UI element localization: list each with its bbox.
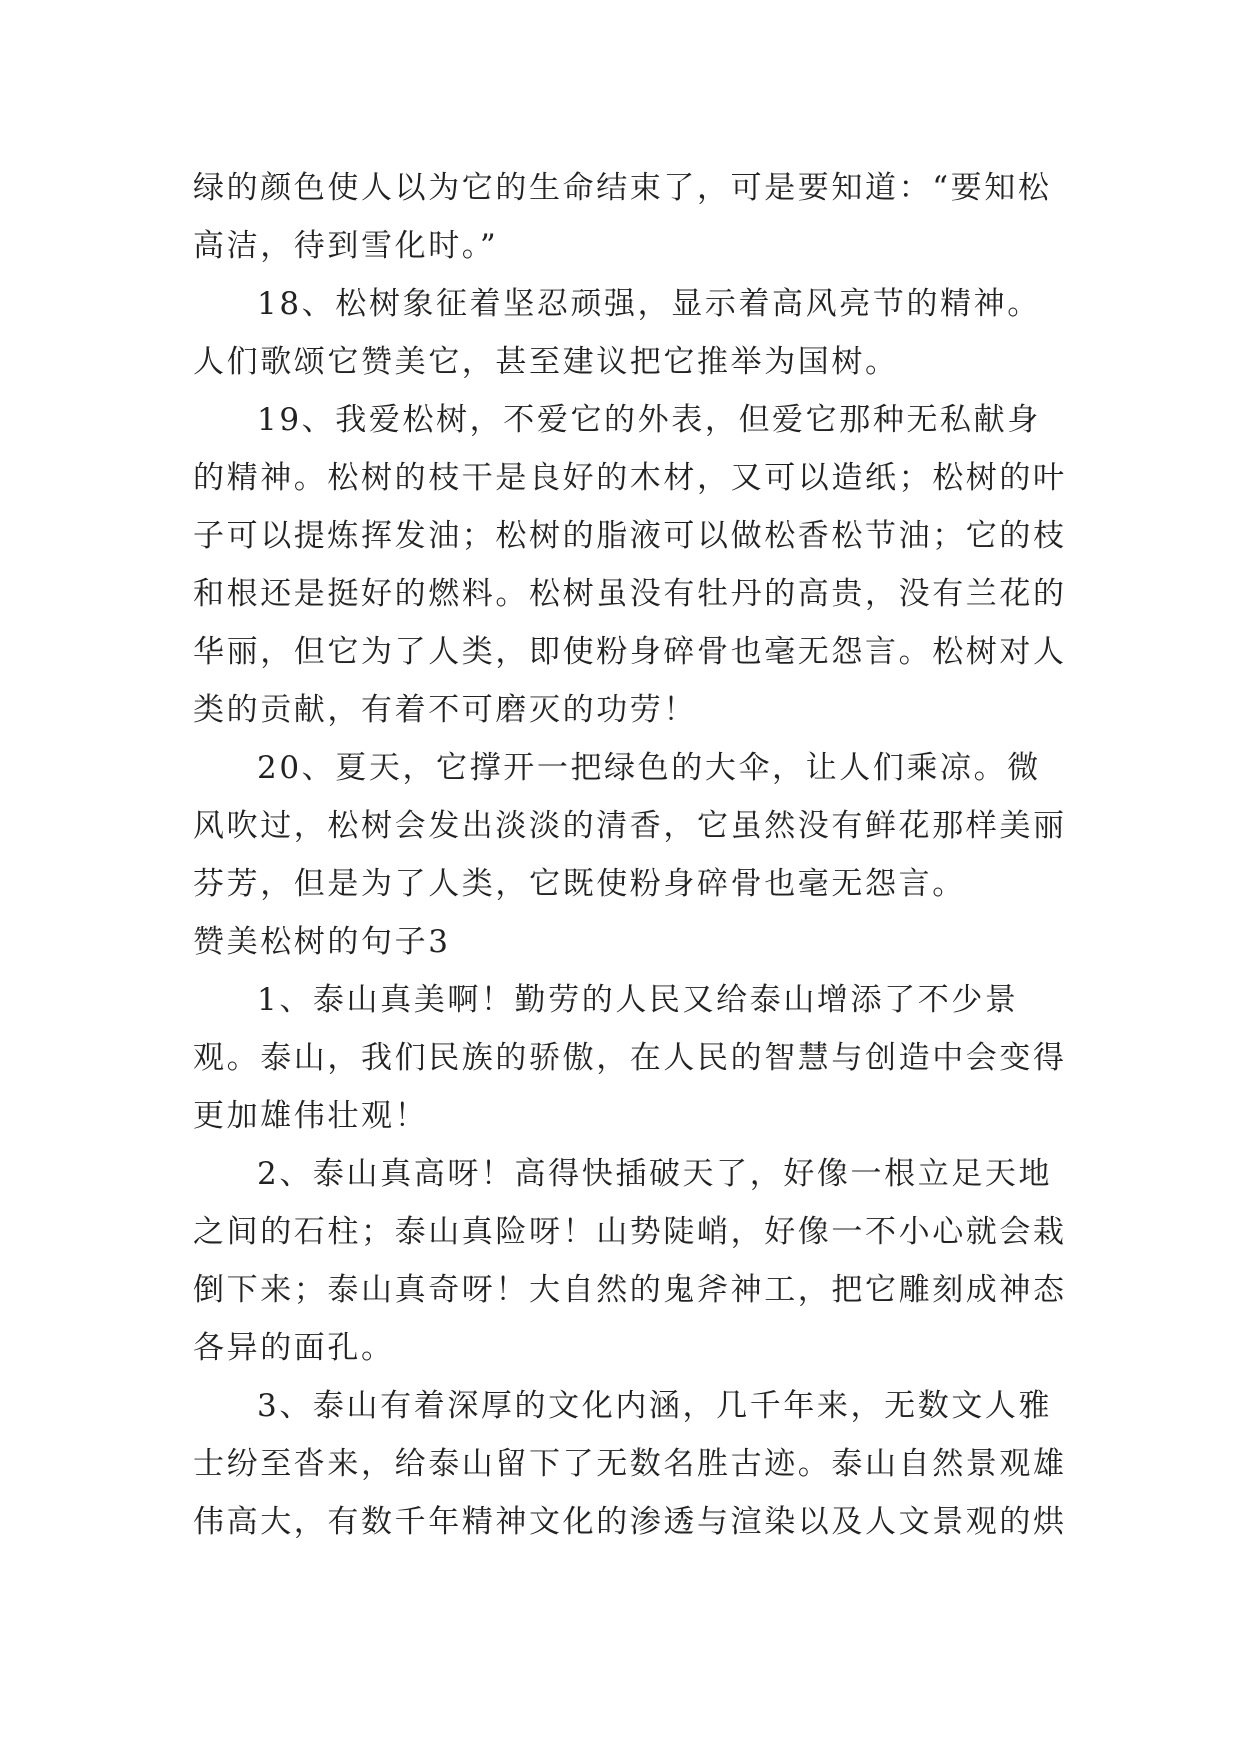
paragraph-item-3: 3、泰山有着深厚的文化内涵，几千年来，无数文人雅士纷至沓来，给泰山留下了无数名胜古迹。泰山自然景观雄伟高大，有数千年精神文化的渗透与渲染以及人文景观的烘 [193,1388,1067,1540]
document-body [193,159,1073,1551]
paragraph-item-1: 1、泰山真美啊！勤劳的人民又给泰山增添了不少景观。泰山，我们民族的骄傲，在人民的智慧与创造中会变得更加雄伟壮观！ [193,982,1067,1134]
paragraph-item-19: 19、我爱松树，不爱它的外表，但爱它那种无私献身的精神。松树的枝干是良好的木材，又可以造纸；松树的叶子可以提炼挥发油；松树的脂液可以做松香松节油；它的枝和根还是挺好的燃料。松树虽没有牡丹的高贵，没有兰花的华丽，但它为了人类，即使粉身碎骨也毫无怨言。松树对人类的贡献，有着不可磨灭的功劳！ [193,402,1067,728]
paragraph-item-20: 20、夏天，它撑开一把绿色的大伞，让人们乘凉。微风吹过，松树会发出淡淡的清香，它虽然没有鲜花那样美丽芬芳，但是为了人类，它既使粉身碎骨也毫无怨言。 [193,750,1067,902]
section-heading: 赞美松树的句子3 [193,924,451,960]
paragraph-item-2: 2、泰山真高呀！高得快插破天了，好像一根立足天地之间的石柱；泰山真险呀！山势陡峭，好像一不小心就会栽倒下来；泰山真奇呀！大自然的鬼斧神工，把它雕刻成神态各异的面孔。 [193,1156,1067,1366]
paragraph-item-18: 18、松树象征着坚忍顽强，显示着高风亮节的精神。人们歌颂它赞美它，甚至建议把它推举为国树。 [193,286,1041,380]
paragraph-continuation: 绿的颜色使人以为它的生命结束了，可是要知道：“要知松高洁，待到雪化时。” [193,170,1052,264]
